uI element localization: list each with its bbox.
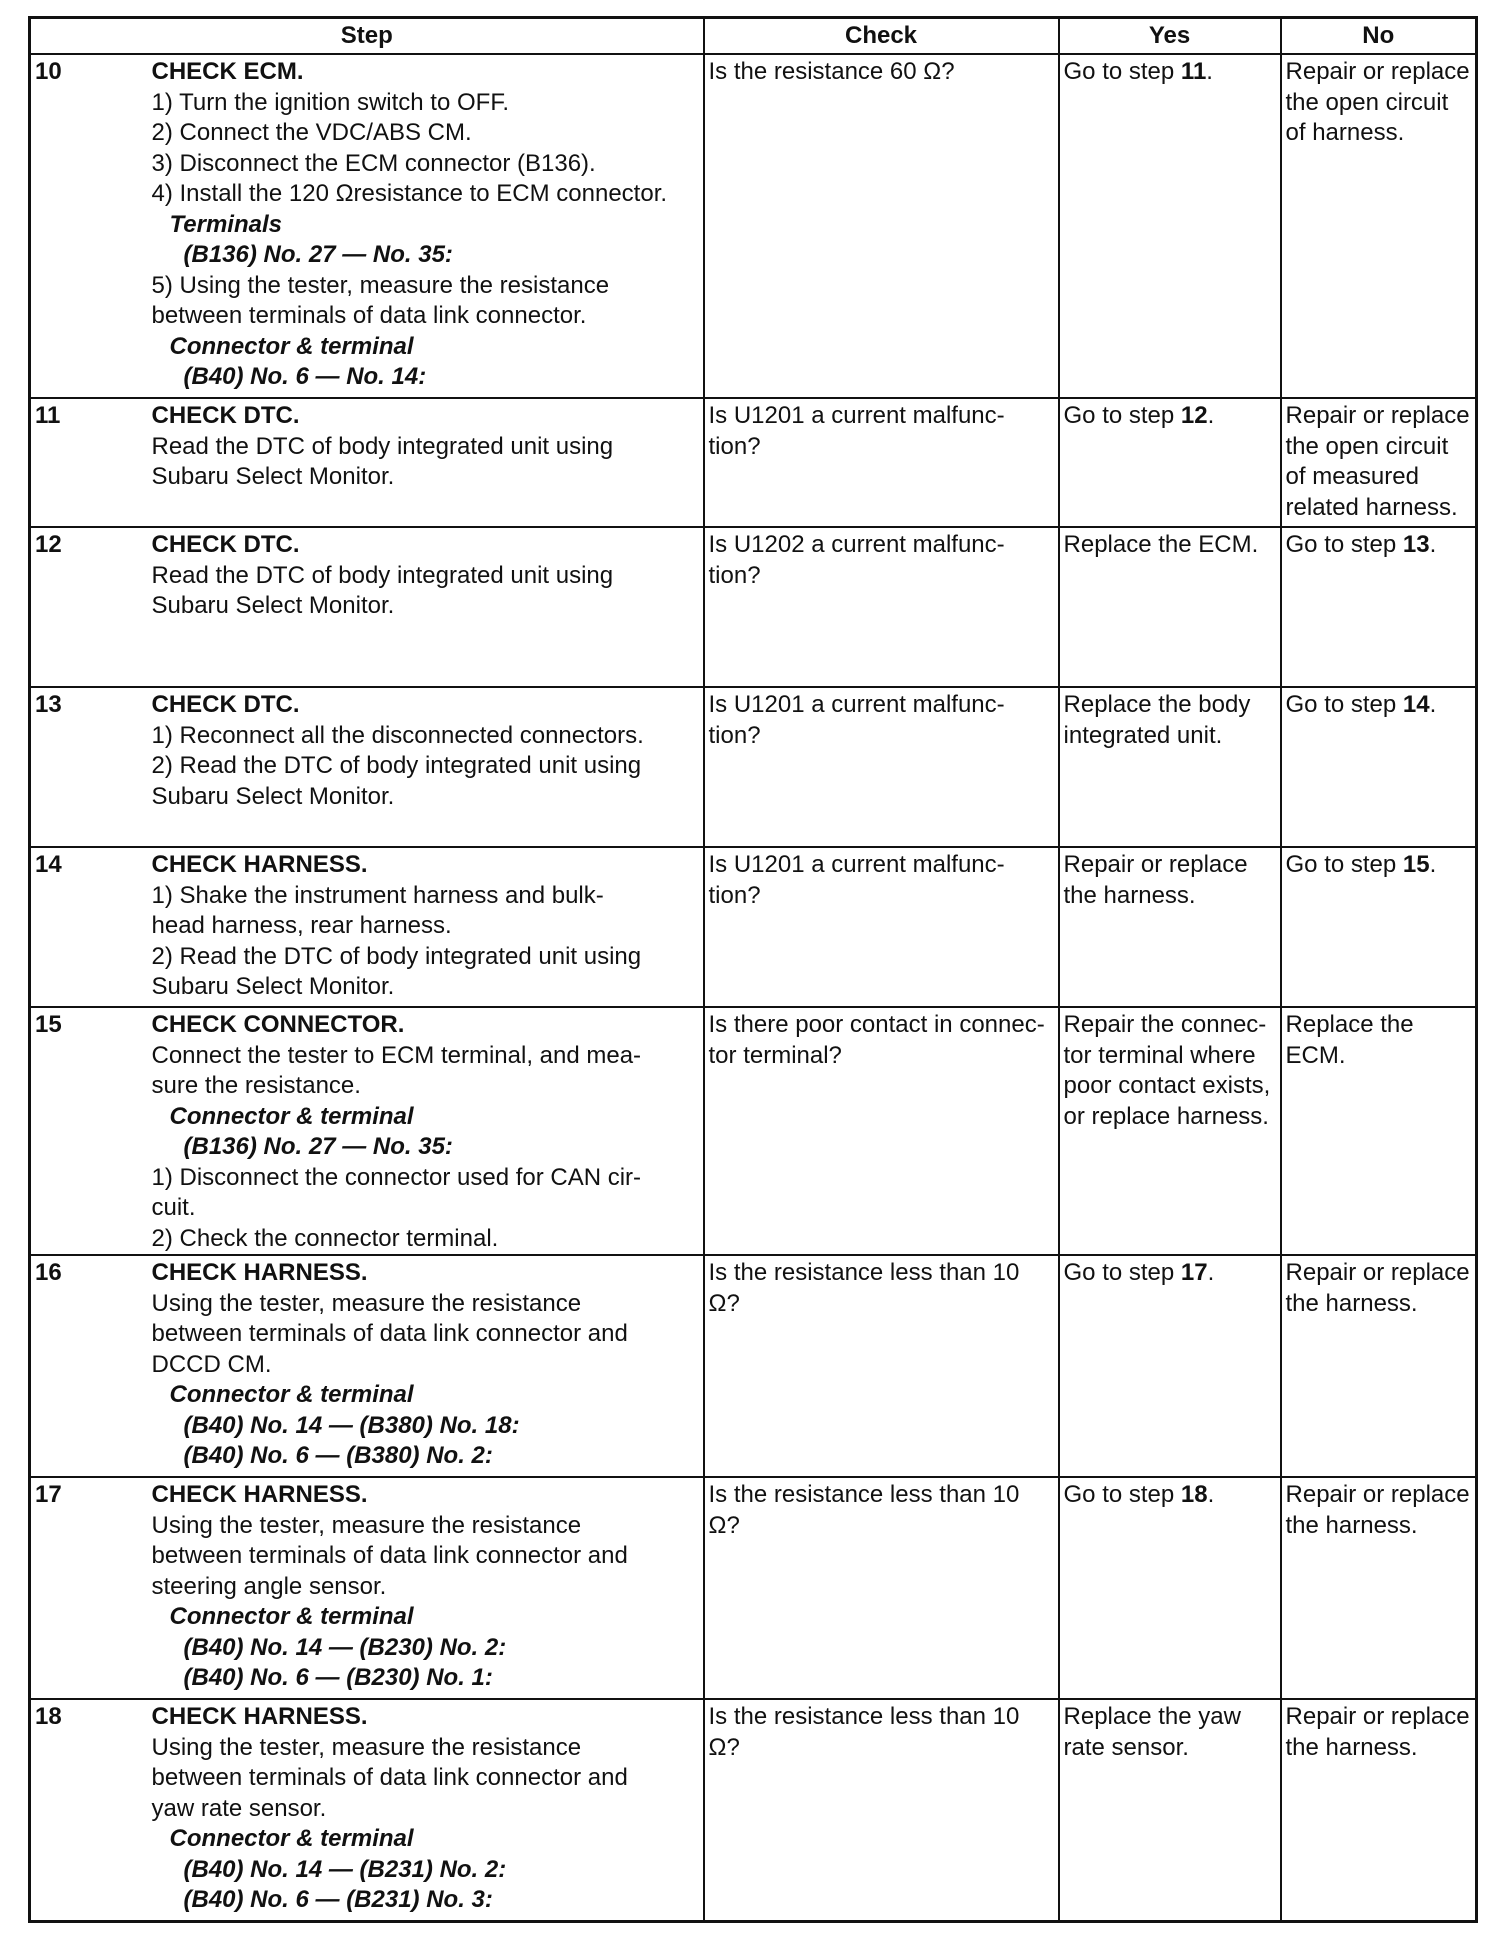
table-row xyxy=(30,54,1477,398)
step-line: Subaru Select Monitor. xyxy=(151,782,395,810)
step-line: steering angle sensor. xyxy=(151,1572,387,1600)
step-line: Using the tester, measure the resistance xyxy=(151,1733,582,1761)
no-action: Repair or replace the open circuit of harness. xyxy=(1281,54,1477,398)
step-description xyxy=(152,847,704,1007)
step-line: (B40) No. 6 — (B231) No. 3: xyxy=(183,1886,493,1913)
step-description xyxy=(152,1007,704,1255)
step-line: 3) Disconnect the ECM connector (B136). xyxy=(151,149,596,177)
step-line: DCCD CM. xyxy=(151,1350,272,1378)
step-description xyxy=(152,1699,704,1921)
step-line: Connect the tester to ECM terminal, and mea- xyxy=(151,1041,642,1069)
step-number: 15 xyxy=(30,1007,152,1255)
check-question: Is the resistance less than 10 Ω? xyxy=(704,1477,1059,1699)
step-title: CHECK DTC. xyxy=(151,402,300,429)
table-row xyxy=(30,1255,1477,1477)
yes-action xyxy=(1059,54,1281,398)
header-no: No xyxy=(1281,18,1477,55)
yes-text-end: . xyxy=(1207,1259,1215,1286)
step-line: Connector & terminal xyxy=(169,332,414,360)
step-number: 16 xyxy=(30,1255,152,1477)
diagnostic-procedure-sheet xyxy=(28,16,1475,1923)
step-line: 2) Connect the VDC/ABS CM. xyxy=(151,119,472,146)
no-text-end: . xyxy=(1429,691,1437,718)
step-line: between terminals of data link connector. xyxy=(151,302,587,329)
step-line: Terminals xyxy=(169,210,282,238)
step-line: Connector & terminal xyxy=(169,1102,414,1130)
table-row xyxy=(30,1477,1477,1699)
no-text: Go to step xyxy=(1285,851,1403,878)
table-body xyxy=(30,54,1477,1921)
step-title: CHECK DTC. xyxy=(151,691,300,718)
no-step-ref: 14 xyxy=(1402,691,1430,718)
check-question: Is there poor contact in connec- tor terminal? xyxy=(704,1007,1059,1255)
yes-text-end: . xyxy=(1207,1481,1215,1508)
step-description xyxy=(152,54,704,398)
step-description xyxy=(152,398,704,527)
yes-text-end: . xyxy=(1207,402,1215,429)
step-line: (B136) No. 27 — No. 35: xyxy=(183,1133,453,1160)
step-line: (B40) No. 6 — (B230) No. 1: xyxy=(183,1664,493,1691)
yes-action xyxy=(1059,1007,1281,1255)
step-title: CHECK HARNESS. xyxy=(151,1703,368,1730)
step-line: 1) Disconnect the connector used for CAN cir- xyxy=(151,1163,642,1191)
yes-action xyxy=(1059,687,1281,847)
no-action: Repair or replace the harness. xyxy=(1281,1699,1477,1921)
yes-text: Go to step xyxy=(1063,402,1181,429)
table-row xyxy=(30,847,1477,1007)
diagnostic-table xyxy=(28,16,1478,1923)
check-question: Is the resistance less than 10 Ω? xyxy=(704,1699,1059,1921)
step-number: 12 xyxy=(30,527,152,687)
step-line: Subaru Select Monitor. xyxy=(151,592,395,619)
yes-text: Replace the body integrated unit. xyxy=(1063,691,1251,749)
yes-text: Replace the ECM. xyxy=(1063,531,1259,558)
step-number: 17 xyxy=(30,1477,152,1699)
step-line: sure the resistance. xyxy=(151,1072,361,1099)
no-action xyxy=(1281,687,1477,847)
step-line: Connector & terminal xyxy=(169,1825,414,1852)
step-line: between terminals of data link connector and xyxy=(151,1542,628,1569)
step-line: Using the tester, measure the resistance xyxy=(151,1289,582,1317)
step-number: 14 xyxy=(30,847,152,1007)
yes-step-ref: 17 xyxy=(1180,1259,1208,1286)
step-line: head harness, rear harness. xyxy=(151,912,452,939)
check-question: Is U1201 a current malfunc- tion? xyxy=(704,847,1059,1007)
step-line: (B40) No. 14 — (B230) No. 2: xyxy=(183,1633,507,1661)
step-line: 2) Check the connector terminal. xyxy=(151,1224,499,1252)
header-yes: Yes xyxy=(1059,18,1281,55)
step-line: Connector & terminal xyxy=(169,1603,414,1630)
step-description xyxy=(152,1255,704,1477)
yes-action xyxy=(1059,1255,1281,1477)
no-action xyxy=(1281,847,1477,1007)
step-number: 11 xyxy=(30,398,152,527)
yes-step-ref: 18 xyxy=(1180,1481,1208,1508)
no-text-end: . xyxy=(1429,531,1437,558)
step-line: yaw rate sensor. xyxy=(151,1794,327,1822)
no-step-ref: 13 xyxy=(1402,531,1430,558)
step-description xyxy=(152,687,704,847)
yes-text: Go to step xyxy=(1063,1259,1181,1286)
step-line: Connector & terminal xyxy=(169,1381,414,1408)
yes-text-end: . xyxy=(1206,58,1213,85)
step-line: Read the DTC of body integrated unit using xyxy=(151,432,614,460)
no-text: Go to step xyxy=(1285,531,1403,558)
no-action: Repair or replace the harness. xyxy=(1281,1477,1477,1699)
step-description xyxy=(152,1477,704,1699)
step-line: Subaru Select Monitor. xyxy=(151,973,395,1000)
header-step: Step xyxy=(30,18,704,55)
step-line: 1) Shake the instrument harness and bulk- xyxy=(151,881,604,909)
no-step-ref: 15 xyxy=(1402,851,1430,878)
step-title: CHECK ECM. xyxy=(151,58,304,85)
yes-text: Repair the connec- tor terminal where poor contact exists, or replace harness. xyxy=(1063,1011,1271,1130)
step-line: 1) Reconnect all the disconnected connectors. xyxy=(151,721,644,749)
step-line: Subaru Select Monitor. xyxy=(151,463,395,490)
step-number: 18 xyxy=(30,1699,152,1921)
step-line: Read the DTC of body integrated unit using xyxy=(151,561,614,589)
yes-action xyxy=(1059,847,1281,1007)
step-line: Using the tester, measure the resistance xyxy=(151,1511,582,1539)
check-question: Is U1201 a current malfunc- tion? xyxy=(704,398,1059,527)
yes-text: Repair or replace the harness. xyxy=(1063,851,1248,909)
yes-step-ref: 11 xyxy=(1180,58,1207,85)
step-line: between terminals of data link connector and xyxy=(151,1764,628,1791)
yes-step-ref: 12 xyxy=(1180,402,1208,429)
check-question: Is the resistance 60 Ω? xyxy=(704,54,1059,398)
step-number: 10 xyxy=(30,54,152,398)
table-row xyxy=(30,1699,1477,1921)
table-row xyxy=(30,1007,1477,1255)
no-action: Repair or replace the open circuit of measured related harness. xyxy=(1281,398,1477,527)
step-line: (B40) No. 14 — (B231) No. 2: xyxy=(183,1855,507,1883)
no-text: Go to step xyxy=(1285,691,1403,718)
yes-action xyxy=(1059,527,1281,687)
step-title: CHECK HARNESS. xyxy=(151,1259,368,1286)
step-line: 5) Using the tester, measure the resistance xyxy=(151,271,610,299)
yes-action xyxy=(1059,1699,1281,1921)
yes-action xyxy=(1059,398,1281,527)
check-question: Is U1202 a current malfunc- tion? xyxy=(704,527,1059,687)
table-row xyxy=(30,398,1477,527)
no-action xyxy=(1281,527,1477,687)
step-line: between terminals of data link connector and xyxy=(151,1320,628,1347)
header-row xyxy=(30,18,1477,55)
step-line: 1) Turn the ignition switch to OFF. xyxy=(151,88,509,116)
table-row xyxy=(30,527,1477,687)
step-title: CHECK DTC. xyxy=(151,531,300,558)
step-line: (B40) No. 6 — No. 14: xyxy=(183,363,427,390)
no-action: Repair or replace the harness. xyxy=(1281,1255,1477,1477)
step-line: (B136) No. 27 — No. 35: xyxy=(183,241,453,268)
step-line: 4) Install the 120 Ωresistance to ECM connector. xyxy=(151,180,668,207)
header-check: Check xyxy=(704,18,1059,55)
check-question: Is the resistance less than 10 Ω? xyxy=(704,1255,1059,1477)
step-title: CHECK HARNESS. xyxy=(151,851,368,878)
table-row xyxy=(30,687,1477,847)
yes-text: Go to step xyxy=(1063,58,1181,85)
step-line: (B40) No. 6 — (B380) No. 2: xyxy=(183,1442,493,1469)
step-title: CHECK CONNECTOR. xyxy=(151,1011,405,1038)
no-action: Replace the ECM. xyxy=(1281,1007,1477,1255)
step-number: 13 xyxy=(30,687,152,847)
step-line: 2) Read the DTC of body integrated unit using xyxy=(151,942,642,970)
yes-text: Go to step xyxy=(1063,1481,1181,1508)
step-description xyxy=(152,527,704,687)
check-question: Is U1201 a current malfunc- tion? xyxy=(704,687,1059,847)
step-line: cuit. xyxy=(151,1194,196,1221)
step-line: (B40) No. 14 — (B380) No. 18: xyxy=(183,1411,520,1439)
step-line: 2) Read the DTC of body integrated unit using xyxy=(151,752,642,779)
no-text-end: . xyxy=(1429,851,1437,878)
yes-action xyxy=(1059,1477,1281,1699)
step-title: CHECK HARNESS. xyxy=(151,1481,368,1508)
yes-text: Replace the yaw rate sensor. xyxy=(1063,1703,1241,1761)
